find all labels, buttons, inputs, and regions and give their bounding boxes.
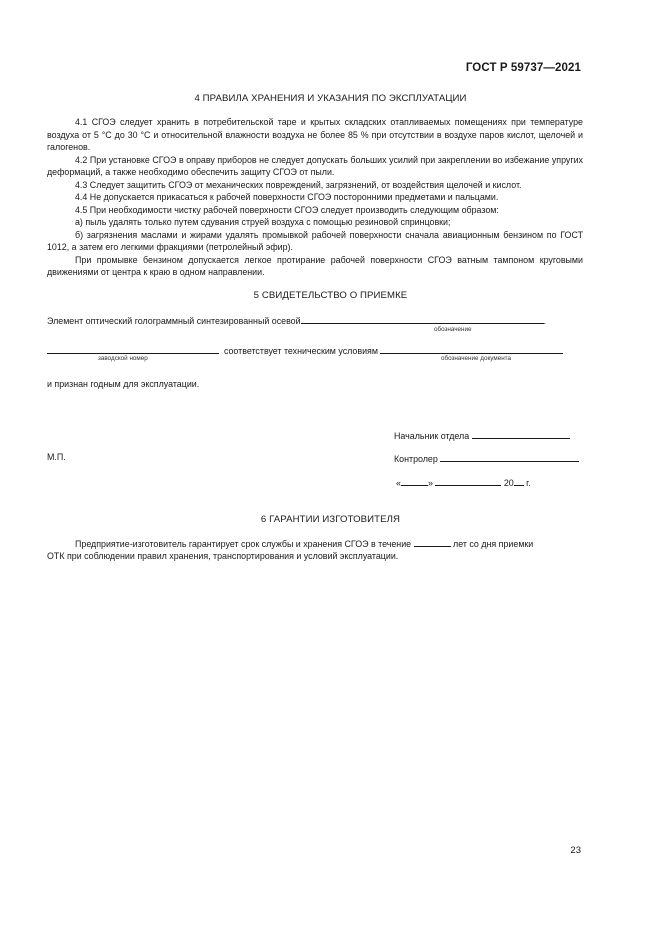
controller-label: Контролер [394, 454, 438, 464]
head-of-department-line [394, 429, 570, 442]
paragraph-4-5-b: б) загрязнения маслами и жирами удалять промывкой рабочей поверхности сначала авиационным бензином по ГОСТ 1012, а затем его легкими фракциями (петролейный эфир). [47, 229, 583, 252]
date-open-quote: « [396, 478, 401, 488]
year-blank[interactable] [514, 476, 524, 486]
paragraph-4-1: 4.1 СГОЭ следует хранить в потребительской таре и крытых складских отапливаемых помещениях при температуре воздуха от 5 °С до 30 °С и относительной влажности воздуха не более 85 % при отсутствии в воздухе паров кислот, щелочей и галогенов. [47, 117, 583, 152]
accepted-statement: и признан годным для эксплуатации. [47, 379, 200, 389]
warranty-years-blank[interactable] [414, 537, 451, 547]
paragraph-4-5: 4.5 При необходимости чистку рабочей поверхности СГОЭ следует производить следующим образом: [75, 204, 499, 215]
serial-number-caption: заводской номер [98, 355, 148, 362]
section-5-title: 5 СВИДЕТЕЛЬСТВО О ПРИЕМКЕ [253, 290, 408, 301]
designation-caption: обозначение [434, 326, 472, 333]
paragraph-4-2: 4.2 При установке СГОЭ в оправу приборов не следует допускать больших усилий при закреплении во избежание упругих деформаций, а также необходимо обеспечить защиту СГОЭ от пыли. [47, 154, 583, 177]
page-number: 23 [570, 845, 581, 856]
warranty-text-after: лет со дня приемки [453, 539, 534, 549]
section-4-title: 4 ПРАВИЛА ХРАНЕНИЯ И УКАЗАНИЯ ПО ЭКСПЛУАТАЦИИ [194, 93, 467, 104]
year-prefix: 20 [503, 478, 514, 488]
stamp-place-label: М.П. [47, 452, 66, 462]
section-4-body [47, 116, 583, 279]
warranty-line-2: ОТК при соблюдении правил хранения, транспортирования и условий эксплуатации. [47, 551, 399, 561]
controller-signature-blank[interactable] [440, 452, 579, 462]
document-designation-caption: обозначение документа [441, 355, 512, 362]
month-blank[interactable] [435, 476, 501, 486]
head-of-department-label: Начальник отдела [394, 431, 470, 441]
document-designation-blank[interactable] [380, 344, 563, 354]
paragraph-4-cleaning-note: При промывке бензином допускается легкое протирание рабочей поверхности СГОЭ ватным тампоном круговыми движениями от центра к краю в одном направлении. [47, 254, 583, 277]
year-suffix: г. [526, 478, 531, 488]
section-6-title: 6 ГАРАНТИИ ИЗГОТОВИТЕЛЯ [260, 514, 401, 525]
date-line [396, 476, 531, 489]
element-label: Элемент оптический голограммный синтезированный осевой [47, 316, 301, 326]
paragraph-4-5-a: а) пыль удалять только путем сдувания струей воздуха с помощью резиновой спринцовки; [75, 217, 451, 227]
day-blank[interactable] [401, 476, 428, 486]
warranty-line-1 [75, 537, 533, 550]
head-of-department-signature-blank[interactable] [472, 429, 570, 439]
paragraph-4-3: 4.3 Следует защитить СГОЭ от механических повреждений, загрязнений, от воздействия щелочей и кислот. [75, 179, 522, 190]
element-line-end: . [543, 316, 547, 326]
date-close-quote: » [427, 478, 433, 488]
standard-code: ГОСТ Р 59737—2021 [465, 62, 581, 74]
controller-line [394, 452, 579, 465]
serial-number-blank[interactable] [47, 344, 219, 354]
paragraph-4-4: 4.4 Не допускается прикасаться к рабочей поверхности СГОЭ посторонними предметами и пальцами. [75, 192, 499, 202]
conformity-label: соответствует техническим условиям [223, 346, 378, 356]
designation-blank[interactable] [301, 314, 547, 326]
warranty-text-before: Предприятие-изготовитель гарантирует срок службы и хранения СГОЭ в течение [75, 539, 412, 549]
